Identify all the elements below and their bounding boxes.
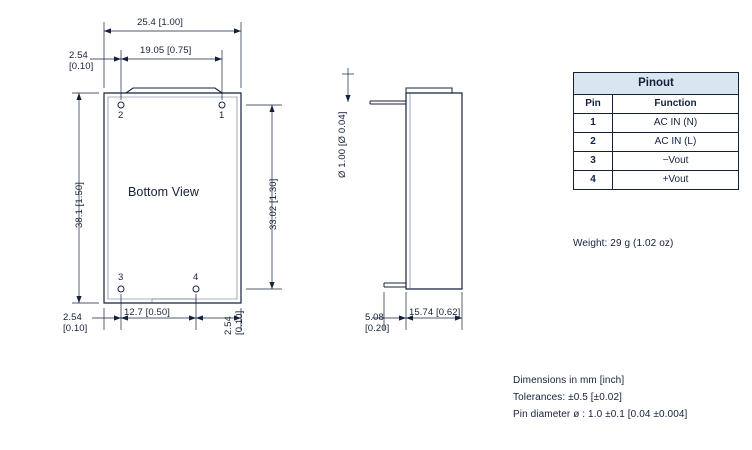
note-tolerances: Tolerances: ±0.5 [±0.02] xyxy=(513,392,622,403)
dim-top-inner: 19.05 [0.75] xyxy=(140,45,192,56)
table-row xyxy=(574,133,738,152)
pinout-function: −Vout xyxy=(613,152,739,171)
dim-bottom-span: 12.7 [0.50] xyxy=(124,307,170,318)
pin-marker-1: 1 xyxy=(219,110,225,121)
dim-bottom-right-offset: 2.54 [0.10] xyxy=(223,310,245,335)
pinout-pin: 4 xyxy=(574,171,613,190)
pin-marker-2: 2 xyxy=(118,110,124,121)
dim-side-pin-length: 5.08 [0.20] xyxy=(365,312,390,334)
dim-right-height: 33.02 [1.30] xyxy=(268,178,279,230)
note-dimensions: Dimensions in mm [inch] xyxy=(513,375,625,386)
table-row xyxy=(574,171,738,190)
pin-marker-3: 3 xyxy=(118,272,124,283)
pinout-function: +Vout xyxy=(613,171,739,190)
weight-note: Weight: 29 g (1.02 oz) xyxy=(573,238,674,249)
dim-side-body-width: 15.74 [0.62] xyxy=(409,307,461,318)
side-view-body xyxy=(370,88,462,289)
dim-left-height: 38.1 [1.50] xyxy=(74,182,85,228)
pinout-pin: 2 xyxy=(574,133,613,152)
pinout-function: AC IN (N) xyxy=(613,114,739,133)
dim-bottom-left-offset: 2.54 [0.10] xyxy=(63,312,88,334)
pinout-pin: 3 xyxy=(574,152,613,171)
pinout-header-pin: Pin xyxy=(574,95,613,114)
note-pin-diameter: Pin diameter ø : 1.0 ±0.1 [0.04 ±0.004] xyxy=(513,409,688,420)
table-row xyxy=(574,114,738,133)
pinout-pin: 1 xyxy=(574,114,613,133)
dim-top-overall: 25.4 [1.00] xyxy=(137,17,183,28)
pinout-function: AC IN (L) xyxy=(613,133,739,152)
table-row xyxy=(574,152,738,171)
dim-pin-diameter: Ø 1.00 [Ø 0.04] xyxy=(337,111,348,178)
pinout-header-function: Function xyxy=(613,95,739,114)
pinout-table xyxy=(573,72,739,190)
pinout-title: Pinout xyxy=(574,73,738,95)
dim-top-left-offset: 2.54 [0.10] xyxy=(69,50,94,72)
pin-marker-4: 4 xyxy=(193,272,199,283)
bottom-view-label: Bottom View xyxy=(128,185,200,199)
